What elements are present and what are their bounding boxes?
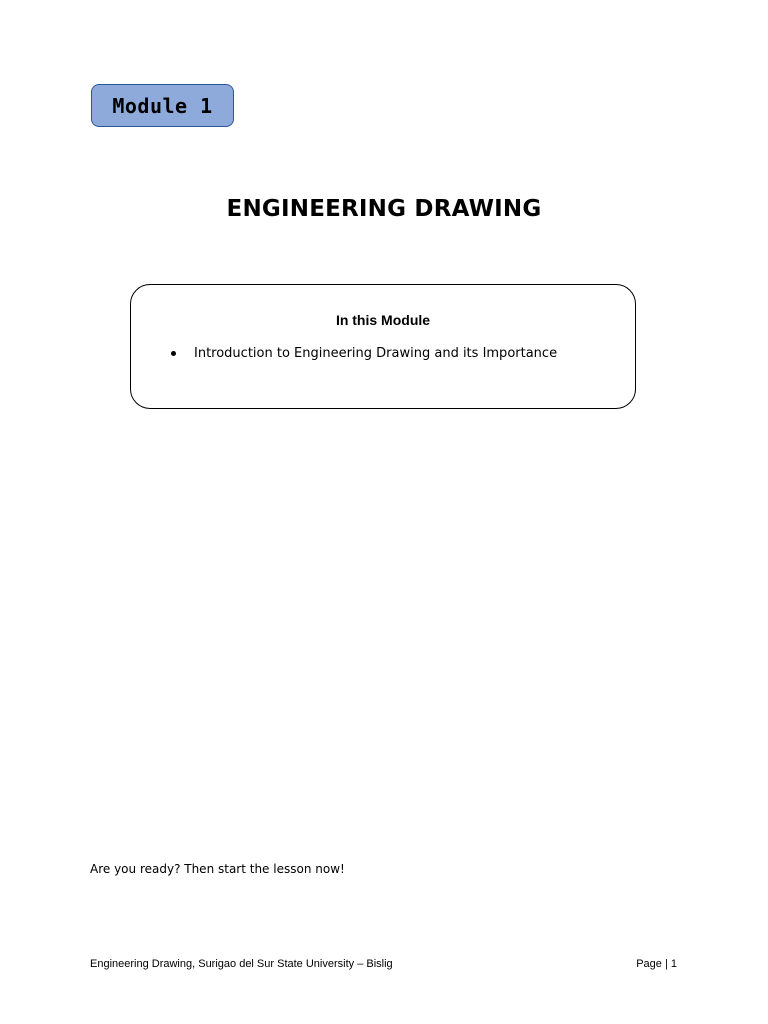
closing-prompt: Are you ready? Then start the lesson now! xyxy=(90,862,345,876)
footer-course-info: Engineering Drawing, Surigao del Sur State University – Bislig xyxy=(90,958,393,970)
document-title: ENGINEERING DRAWING xyxy=(226,196,542,222)
module-badge xyxy=(91,84,234,127)
footer-page-number: Page | 1 xyxy=(636,958,677,970)
module-contents-box xyxy=(130,284,636,409)
bullet-icon xyxy=(171,351,176,356)
module-badge-label: Module 1 xyxy=(112,93,213,118)
list-item-text: Introduction to Engineering Drawing and its Importance xyxy=(194,346,558,361)
module-contents-list xyxy=(171,346,557,361)
module-contents-heading: In this Module xyxy=(335,312,431,328)
list-item xyxy=(171,346,557,361)
